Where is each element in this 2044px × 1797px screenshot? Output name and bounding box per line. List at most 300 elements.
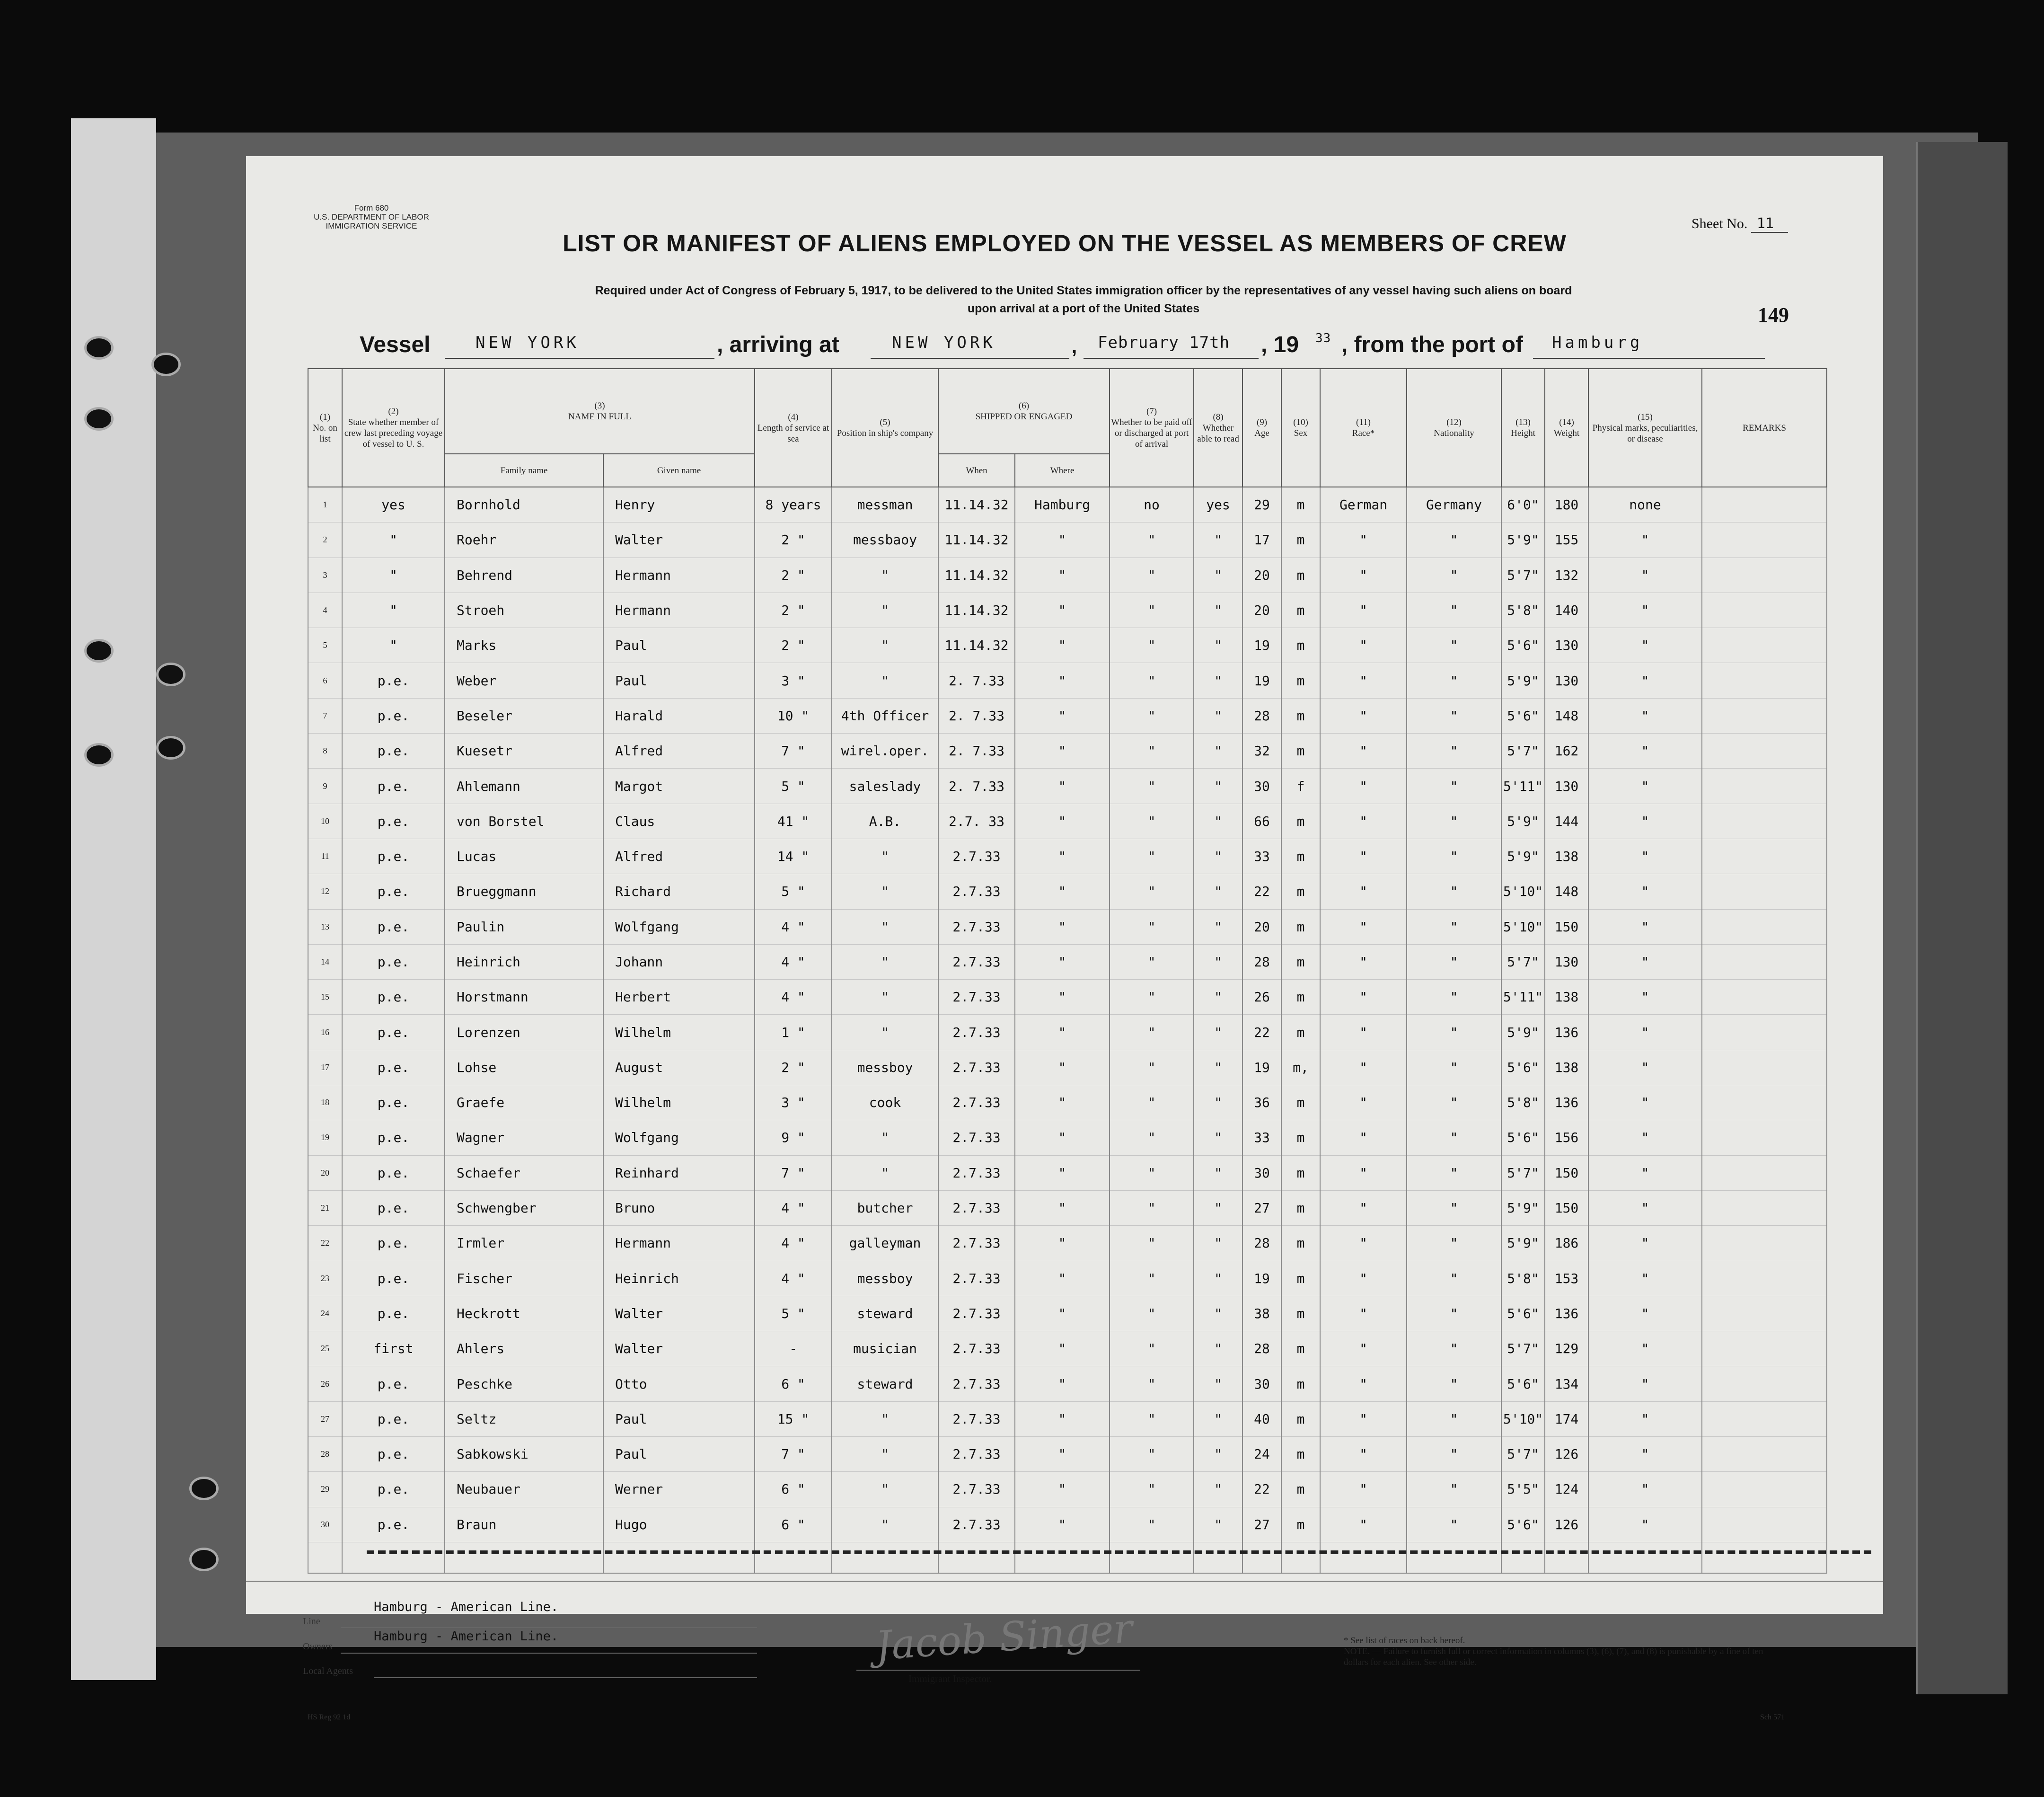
- remarks: [1702, 1331, 1827, 1366]
- inspector-label: Immigrant Inspector.: [908, 1673, 992, 1684]
- table-bottom-rule: [246, 1581, 1883, 1582]
- family-name: Graefe: [445, 1085, 603, 1120]
- underline: [1533, 358, 1765, 359]
- previous-voyage: p.e.: [342, 1085, 445, 1120]
- age: 19: [1242, 628, 1281, 663]
- height: 5'9": [1501, 522, 1545, 558]
- paid-off: ": [1110, 698, 1194, 733]
- shipped-where: ": [1015, 1366, 1110, 1401]
- able-to-read: ": [1194, 698, 1242, 733]
- sex: m: [1281, 1190, 1320, 1225]
- previous-voyage: p.e.: [342, 874, 445, 909]
- family-name: Neubauer: [445, 1472, 603, 1507]
- paid-off: ": [1110, 1085, 1194, 1120]
- nationality: ": [1407, 1366, 1501, 1401]
- shipped-where: ": [1015, 1085, 1110, 1120]
- length-of-service: 7 ": [755, 1437, 832, 1472]
- length-of-service: 7 ": [755, 1155, 832, 1190]
- remarks: [1702, 522, 1827, 558]
- remarks: [1702, 558, 1827, 593]
- form-code-right: Sch 571: [1760, 1713, 1785, 1721]
- shipped-when: 2.7.33: [938, 1120, 1015, 1155]
- shipped-where: ": [1015, 980, 1110, 1015]
- crew-manifest-table: [308, 368, 1827, 1574]
- race: ": [1320, 1085, 1407, 1120]
- inspector-signature: Jacob Singer: [874, 1605, 1134, 1669]
- nationality: ": [1407, 1296, 1501, 1331]
- weight: 153: [1545, 1261, 1588, 1296]
- family-name: Bornhold: [445, 487, 603, 522]
- height: 5'7": [1501, 558, 1545, 593]
- shipped-where: ": [1015, 1190, 1110, 1225]
- age: 20: [1242, 593, 1281, 628]
- shipped-where: ": [1015, 1155, 1110, 1190]
- position: saleslady: [832, 769, 938, 804]
- previous-voyage: p.e.: [342, 1050, 445, 1085]
- binder-margin: [71, 118, 156, 1680]
- race: ": [1320, 769, 1407, 804]
- crew-no: 18: [308, 1085, 342, 1120]
- crew-row: [308, 874, 1827, 909]
- position: ": [832, 628, 938, 663]
- given-name: Herbert: [603, 980, 755, 1015]
- given-name: Wilhelm: [603, 1085, 755, 1120]
- age: 33: [1242, 1120, 1281, 1155]
- given-name: Hugo: [603, 1507, 755, 1542]
- age: 36: [1242, 1085, 1281, 1120]
- penalty-note: NOTE. — Failure to furnish full or correct information in columns (3), (6), (7), and (8) is punishable by a fine of ten dollars for each alien. See other side.: [1344, 1647, 1763, 1667]
- able-to-read: ": [1194, 1401, 1242, 1436]
- col-header-service: (4) Length of service at sea: [755, 369, 832, 487]
- remarks: [1702, 1472, 1827, 1507]
- from-label: , from the port of: [1341, 332, 1523, 357]
- weight: 126: [1545, 1507, 1588, 1542]
- physical-marks: ": [1588, 804, 1702, 839]
- weight: 180: [1545, 487, 1588, 522]
- length-of-service: 6 ": [755, 1507, 832, 1542]
- position: ": [832, 1437, 938, 1472]
- shipped-when: 11.14.32: [938, 522, 1015, 558]
- given-name: Hermann: [603, 558, 755, 593]
- col-header-no: (1) No. on list: [308, 369, 342, 487]
- weight: 186: [1545, 1226, 1588, 1261]
- previous-voyage: p.e.: [342, 1120, 445, 1155]
- race: ": [1320, 874, 1407, 909]
- family-name: Wagner: [445, 1120, 603, 1155]
- page-title: LIST OR MANIFEST OF ALIENS EMPLOYED ON THE VESSEL AS MEMBERS OF CREW: [563, 230, 1567, 257]
- crew-no: 1: [308, 487, 342, 522]
- paid-off: ": [1110, 1366, 1194, 1401]
- able-to-read: ": [1194, 980, 1242, 1015]
- sex: m: [1281, 1296, 1320, 1331]
- nationality: ": [1407, 1331, 1501, 1366]
- remarks: [1702, 874, 1827, 909]
- nationality: ": [1407, 1226, 1501, 1261]
- age: 24: [1242, 1437, 1281, 1472]
- paid-off: ": [1110, 980, 1194, 1015]
- position: ": [832, 1472, 938, 1507]
- shipped-when: 2.7.33: [938, 874, 1015, 909]
- shipped-where: ": [1015, 593, 1110, 628]
- blank-cell: [1588, 1542, 1702, 1573]
- height: 5'9": [1501, 663, 1545, 698]
- physical-marks: ": [1588, 769, 1702, 804]
- background-sheet-right: [1916, 142, 2008, 1694]
- race: ": [1320, 804, 1407, 839]
- crew-row: [308, 909, 1827, 944]
- previous-voyage: first: [342, 1331, 445, 1366]
- position: ": [832, 944, 938, 979]
- races-note: * See list of races on back hereof.: [1344, 1636, 1465, 1646]
- shipped-where: ": [1015, 1331, 1110, 1366]
- shipped-where: ": [1015, 874, 1110, 909]
- crew-row: [308, 734, 1827, 769]
- age: 20: [1242, 558, 1281, 593]
- race: ": [1320, 1437, 1407, 1472]
- family-name: Ahlemann: [445, 769, 603, 804]
- vessel-name: NEW YORK: [476, 333, 580, 352]
- weight: 136: [1545, 1015, 1588, 1050]
- race: ": [1320, 1507, 1407, 1542]
- physical-marks: ": [1588, 1261, 1702, 1296]
- family-name: von Borstel: [445, 804, 603, 839]
- previous-voyage: p.e.: [342, 1296, 445, 1331]
- height: 5'10": [1501, 909, 1545, 944]
- given-name: Paul: [603, 1401, 755, 1436]
- sex: m: [1281, 1261, 1320, 1296]
- able-to-read: yes: [1194, 487, 1242, 522]
- given-name: Otto: [603, 1366, 755, 1401]
- nationality: ": [1407, 874, 1501, 909]
- blank-cell: [1110, 1542, 1194, 1573]
- able-to-read: ": [1194, 663, 1242, 698]
- family-name: Sabkowski: [445, 1437, 603, 1472]
- age: 27: [1242, 1507, 1281, 1542]
- remarks: [1702, 628, 1827, 663]
- binder-hole: [151, 353, 181, 376]
- length-of-service: 3 ": [755, 663, 832, 698]
- given-name: Alfred: [603, 839, 755, 874]
- position: messbaoy: [832, 522, 938, 558]
- blank-cell: [1545, 1542, 1588, 1573]
- crew-no: 20: [308, 1155, 342, 1190]
- sex: m: [1281, 734, 1320, 769]
- sex: m,: [1281, 1050, 1320, 1085]
- able-to-read: ": [1194, 1190, 1242, 1225]
- paid-off: ": [1110, 558, 1194, 593]
- previous-voyage: ": [342, 593, 445, 628]
- subtitle-line: Required under Act of Congress of February 5, 1917, to be delivered to the United States immigration officer by the representatives of any vessel having such aliens on board: [595, 284, 1572, 297]
- physical-marks: ": [1588, 1437, 1702, 1472]
- physical-marks: ": [1588, 698, 1702, 733]
- sex: m: [1281, 909, 1320, 944]
- given-name: Walter: [603, 522, 755, 558]
- line-value: Hamburg - American Line.: [374, 1600, 559, 1614]
- sex: m: [1281, 980, 1320, 1015]
- physical-marks: ": [1588, 909, 1702, 944]
- shipped-when: 11.14.32: [938, 628, 1015, 663]
- position: messman: [832, 487, 938, 522]
- length-of-service: 3 ": [755, 1085, 832, 1120]
- shipped-when: 2.7.33: [938, 1261, 1015, 1296]
- weight: 132: [1545, 558, 1588, 593]
- shipped-where: ": [1015, 1226, 1110, 1261]
- crew-no: 19: [308, 1120, 342, 1155]
- age: 28: [1242, 944, 1281, 979]
- length-of-service: 7 ": [755, 734, 832, 769]
- height: 5'7": [1501, 1331, 1545, 1366]
- shipped-when: 11.14.32: [938, 558, 1015, 593]
- length-of-service: 2 ": [755, 593, 832, 628]
- physical-marks: ": [1588, 1296, 1702, 1331]
- nationality: ": [1407, 769, 1501, 804]
- crew-row: [308, 769, 1827, 804]
- blank-cell: [938, 1542, 1015, 1573]
- sex: m: [1281, 1085, 1320, 1120]
- crew-no: 13: [308, 909, 342, 944]
- remarks: [1702, 1085, 1827, 1120]
- physical-marks: ": [1588, 593, 1702, 628]
- height: 5'7": [1501, 1155, 1545, 1190]
- col-header-race: (11) Race*: [1320, 369, 1407, 487]
- physical-marks: ": [1588, 944, 1702, 979]
- nationality: ": [1407, 1507, 1501, 1542]
- position: steward: [832, 1366, 938, 1401]
- family-name: Lucas: [445, 839, 603, 874]
- given-name: Heinrich: [603, 1261, 755, 1296]
- length-of-service: 4 ": [755, 909, 832, 944]
- crew-row: [308, 1437, 1827, 1472]
- nationality: ": [1407, 804, 1501, 839]
- sex: m: [1281, 1331, 1320, 1366]
- remarks: [1702, 1401, 1827, 1436]
- remarks: [1702, 944, 1827, 979]
- length-of-service: 2 ": [755, 558, 832, 593]
- given-name: Wolfgang: [603, 909, 755, 944]
- family-name: Peschke: [445, 1366, 603, 1401]
- crew-row: [308, 522, 1827, 558]
- race: ": [1320, 558, 1407, 593]
- race: ": [1320, 839, 1407, 874]
- underline: [445, 358, 714, 359]
- paid-off: ": [1110, 839, 1194, 874]
- col-header-name: (3) NAME IN FULL: [445, 369, 755, 454]
- previous-voyage: p.e.: [342, 1155, 445, 1190]
- position: cook: [832, 1085, 938, 1120]
- weight: 134: [1545, 1366, 1588, 1401]
- shipped-where: ": [1015, 1296, 1110, 1331]
- height: 5'6": [1501, 1050, 1545, 1085]
- race: ": [1320, 1331, 1407, 1366]
- col-header-physical-marks: (15) Physical marks, peculiarities, or disease: [1588, 369, 1702, 487]
- given-name: Walter: [603, 1296, 755, 1331]
- crew-row: [308, 1085, 1827, 1120]
- sex: m: [1281, 698, 1320, 733]
- underline: [374, 1677, 757, 1678]
- physical-marks: ": [1588, 558, 1702, 593]
- race: ": [1320, 1190, 1407, 1225]
- underline: [341, 1627, 757, 1628]
- length-of-service: 1 ": [755, 1015, 832, 1050]
- position: ": [832, 909, 938, 944]
- given-name: Alfred: [603, 734, 755, 769]
- length-of-service: 4 ": [755, 944, 832, 979]
- height: 5'11": [1501, 769, 1545, 804]
- sex: m: [1281, 628, 1320, 663]
- age: 29: [1242, 487, 1281, 522]
- age: 22: [1242, 1472, 1281, 1507]
- owners-value: Hamburg - American Line.: [374, 1629, 559, 1644]
- remarks: [1702, 1261, 1827, 1296]
- sex: m: [1281, 804, 1320, 839]
- age: 28: [1242, 1226, 1281, 1261]
- crew-row: [308, 1472, 1827, 1507]
- length-of-service: 15 ": [755, 1401, 832, 1436]
- given-name: Margot: [603, 769, 755, 804]
- physical-marks: ": [1588, 628, 1702, 663]
- col-header-paid-off: (7) Whether to be paid off or discharged at port of arrival: [1110, 369, 1194, 487]
- crew-row: [308, 1261, 1827, 1296]
- sex: m: [1281, 1472, 1320, 1507]
- race: ": [1320, 1296, 1407, 1331]
- age: 28: [1242, 698, 1281, 733]
- position: ": [832, 1401, 938, 1436]
- shipped-where: ": [1015, 522, 1110, 558]
- col-header-given-name: Given name: [603, 454, 755, 487]
- nationality: ": [1407, 980, 1501, 1015]
- weight: 138: [1545, 839, 1588, 874]
- physical-marks: ": [1588, 1507, 1702, 1542]
- remarks: [1702, 839, 1827, 874]
- family-name: Beseler: [445, 698, 603, 733]
- height: 5'6": [1501, 1120, 1545, 1155]
- length-of-service: 4 ": [755, 980, 832, 1015]
- blank-cell: [1281, 1542, 1320, 1573]
- race: ": [1320, 1472, 1407, 1507]
- race: ": [1320, 1050, 1407, 1085]
- age: 19: [1242, 1261, 1281, 1296]
- length-of-service: 5 ": [755, 874, 832, 909]
- crew-no: 4: [308, 593, 342, 628]
- nationality: ": [1407, 698, 1501, 733]
- shipped-where: ": [1015, 839, 1110, 874]
- crew-row: [308, 663, 1827, 698]
- race: ": [1320, 1226, 1407, 1261]
- year-prefix: , 19: [1261, 332, 1299, 357]
- able-to-read: ": [1194, 839, 1242, 874]
- crew-no: 14: [308, 944, 342, 979]
- previous-voyage: p.e.: [342, 944, 445, 979]
- length-of-service: 2 ": [755, 1050, 832, 1085]
- remarks: [1702, 1190, 1827, 1225]
- paid-off: ": [1110, 874, 1194, 909]
- physical-marks: ": [1588, 1190, 1702, 1225]
- race: ": [1320, 909, 1407, 944]
- col-header-age: (9) Age: [1242, 369, 1281, 487]
- crew-no: 28: [308, 1437, 342, 1472]
- crew-no: 3: [308, 558, 342, 593]
- shipped-when: 11.14.32: [938, 487, 1015, 522]
- binder-hole: [84, 639, 114, 663]
- able-to-read: ": [1194, 1120, 1242, 1155]
- height: 5'6": [1501, 1296, 1545, 1331]
- col-header-position: (5) Position in ship's company: [832, 369, 938, 487]
- crew-no: 29: [308, 1472, 342, 1507]
- age: 19: [1242, 663, 1281, 698]
- nationality: ": [1407, 1155, 1501, 1190]
- weight: 130: [1545, 944, 1588, 979]
- nationality: ": [1407, 909, 1501, 944]
- crew-row: [308, 839, 1827, 874]
- given-name: Reinhard: [603, 1155, 755, 1190]
- shipped-when: 2.7.33: [938, 1507, 1015, 1542]
- crew-row: [308, 1366, 1827, 1401]
- given-name: Henry: [603, 487, 755, 522]
- race: ": [1320, 1401, 1407, 1436]
- crew-no: 12: [308, 874, 342, 909]
- race: ": [1320, 698, 1407, 733]
- underline: [871, 358, 1069, 359]
- previous-voyage: yes: [342, 487, 445, 522]
- length-of-service: 5 ": [755, 769, 832, 804]
- service-name: IMMIGRATION SERVICE: [326, 221, 417, 230]
- col-header-nationality: (12) Nationality: [1407, 369, 1501, 487]
- family-name: Marks: [445, 628, 603, 663]
- physical-marks: ": [1588, 734, 1702, 769]
- form-identifier: [296, 204, 447, 230]
- paid-off: ": [1110, 1401, 1194, 1436]
- family-name: Brueggmann: [445, 874, 603, 909]
- voyage-line: [360, 327, 1770, 360]
- given-name: Johann: [603, 944, 755, 979]
- length-of-service: 2 ": [755, 522, 832, 558]
- remarks: [1702, 909, 1827, 944]
- blank-cell: [832, 1542, 938, 1573]
- binder-hole: [189, 1477, 219, 1500]
- paid-off: ": [1110, 804, 1194, 839]
- paid-off: ": [1110, 1437, 1194, 1472]
- paid-off: ": [1110, 1331, 1194, 1366]
- weight: 148: [1545, 874, 1588, 909]
- family-name: Ahlers: [445, 1331, 603, 1366]
- sex: m: [1281, 1507, 1320, 1542]
- shipped-where: ": [1015, 769, 1110, 804]
- height: 5'9": [1501, 1226, 1545, 1261]
- length-of-service: 4 ": [755, 1226, 832, 1261]
- physical-marks: none: [1588, 487, 1702, 522]
- weight: 129: [1545, 1331, 1588, 1366]
- length-of-service: 5 ": [755, 1296, 832, 1331]
- shipped-where: Hamburg: [1015, 487, 1110, 522]
- nationality: ": [1407, 1085, 1501, 1120]
- physical-marks: ": [1588, 1472, 1702, 1507]
- height: 5'7": [1501, 734, 1545, 769]
- year-suffix: 33: [1315, 331, 1331, 345]
- col-header-family-name: Family name: [445, 454, 603, 487]
- weight: 136: [1545, 1296, 1588, 1331]
- crew-row: [308, 593, 1827, 628]
- position: ": [832, 1015, 938, 1050]
- crew-no: 30: [308, 1507, 342, 1542]
- paid-off: ": [1110, 628, 1194, 663]
- shipped-where: ": [1015, 1120, 1110, 1155]
- age: 38: [1242, 1296, 1281, 1331]
- family-name: Roehr: [445, 522, 603, 558]
- length-of-service: 14 ": [755, 839, 832, 874]
- previous-voyage: p.e.: [342, 1190, 445, 1225]
- shipped-when: 2.7.33: [938, 1190, 1015, 1225]
- height: 6'0": [1501, 487, 1545, 522]
